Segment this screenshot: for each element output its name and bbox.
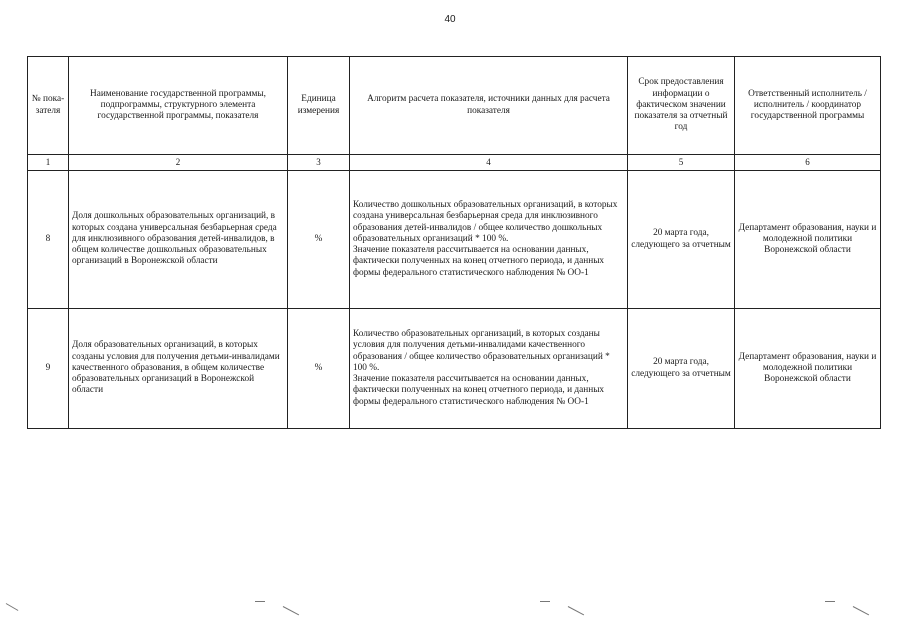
row-number: 8 — [28, 171, 69, 309]
algorithm-cell — [350, 171, 628, 309]
header-unit: Единица измерения — [288, 57, 350, 155]
unit: % — [288, 171, 350, 309]
scan-artifact — [853, 606, 869, 615]
page-number: 40 — [444, 14, 456, 25]
column-number: 5 — [628, 155, 735, 171]
header-algorithm: Алгоритм расчета показателя, источники данных для расчета показателя — [350, 57, 628, 155]
scan-artifact — [568, 606, 584, 615]
algorithm-formula: Количество дошкольных образовательных организаций, в которых создана универсальная безбарьерная среда для инклюзивного образования детей-инвалидов / общее количество дошкольных образовательных организаций * 100 %. — [353, 199, 618, 244]
algorithm-cell — [350, 309, 628, 429]
column-number: 1 — [28, 155, 69, 171]
scan-artifact — [825, 601, 835, 602]
column-number: 3 — [288, 155, 350, 171]
indicator-name: Доля дошкольных образовательных организаций, в которых создана универсальная безбарьерная среда для инклюзивного образования детей-инвалидов, в общем количестве дошкольных образовательных организаций в Воронежской области — [69, 171, 288, 309]
unit: % — [288, 309, 350, 429]
indicator-name: Доля образовательных организаций, в которых созданы условия для получения детьми-инвалидами качественного образования, в общем количестве образовательных организаций в Воронежской области — [69, 309, 288, 429]
column-number-row — [28, 155, 881, 171]
responsible: Департамент образования, науки и молодежной политики Воронежской области — [735, 309, 881, 429]
row-number: 9 — [28, 309, 69, 429]
algorithm-formula: Количество образовательных организаций, в которых созданы условия для получения детьми-инвалидами качественного образования / общее количество образовательных организаций * 100 %. — [353, 328, 610, 373]
header-indicator-number: № пока-зателя — [28, 57, 69, 155]
column-number: 2 — [69, 155, 288, 171]
responsible: Департамент образования, науки и молодежной политики Воронежской области — [735, 171, 881, 309]
scan-artifact — [255, 601, 265, 602]
header-responsible: Ответственный исполнитель / исполнитель / координатор государственной программы — [735, 57, 881, 155]
table-row — [28, 309, 881, 429]
header-indicator-name: Наименование государственной программы, подпрограммы, структурного элемента государственной программы, показателя — [69, 57, 288, 155]
scan-artifact — [283, 606, 299, 615]
scan-artifact — [540, 601, 550, 602]
data-source: Значение показателя рассчитывается на основании данных, фактически полученных на конец отчетного периода, и данных формы федерального статистического наблюдения № ОО-1 — [353, 245, 605, 278]
table-row — [28, 171, 881, 309]
data-source: Значение показателя рассчитывается на основании данных, фактически полученных на конец отчетного периода, и данных формы федерального статистического наблюдения № ОО-1 — [353, 374, 605, 407]
column-number: 4 — [350, 155, 628, 171]
header-deadline: Срок предоставления информации о фактическом значении показателя за отчетный год — [628, 57, 735, 155]
deadline: 20 марта года, следующего за отчетным — [628, 171, 735, 309]
table-header-row — [28, 57, 881, 155]
indicator-table — [27, 56, 881, 429]
deadline: 20 марта года, следующего за отчетным — [628, 309, 735, 429]
scan-artifact — [6, 603, 19, 611]
column-number: 6 — [735, 155, 881, 171]
